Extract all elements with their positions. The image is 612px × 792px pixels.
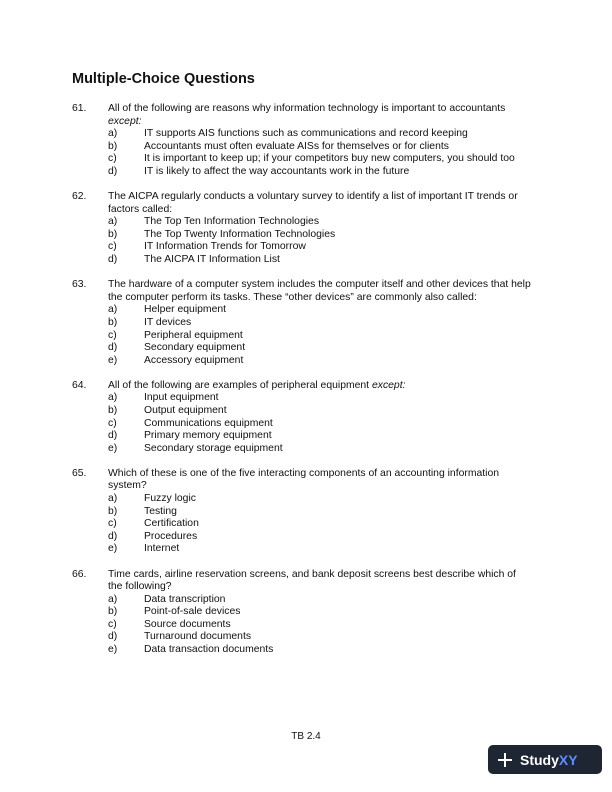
indent-spacer xyxy=(72,153,108,166)
question-number: 61. xyxy=(72,103,87,114)
question-stem xyxy=(108,569,532,594)
option-text: Primary memory equipment xyxy=(144,430,272,442)
option-text: Data transaction documents xyxy=(144,644,274,656)
indent-spacer xyxy=(72,418,108,431)
answer-option xyxy=(72,418,532,431)
answer-option xyxy=(72,543,532,556)
option-letter: a) xyxy=(108,392,118,404)
option-letter: b) xyxy=(108,505,118,517)
option-text: Peripheral equipment xyxy=(144,329,243,341)
question-stem-row xyxy=(72,569,532,594)
option-text: IT is likely to affect the way accountants work in the future xyxy=(144,165,410,177)
indent-spacer xyxy=(72,644,108,657)
option-text: Fuzzy logic xyxy=(144,493,196,505)
question-stem-row xyxy=(72,103,532,128)
indent-spacer xyxy=(72,304,108,317)
option-text: Point-of-sale devices xyxy=(144,606,241,618)
question-stem-row xyxy=(72,380,532,393)
badge-brand-main: Study xyxy=(520,751,559,768)
question-number: 64. xyxy=(72,379,87,391)
option-text: Secondary equipment xyxy=(144,342,246,354)
answer-option xyxy=(72,330,532,343)
indent-spacer xyxy=(72,216,108,229)
option-text: Procedures xyxy=(144,530,198,542)
indent-spacer xyxy=(72,392,108,405)
question-stem-row xyxy=(72,191,532,216)
page-footer-label: TB 2.4 xyxy=(291,731,321,742)
answer-option xyxy=(72,493,532,506)
answer-option xyxy=(72,166,532,179)
option-text: The Top Ten Information Technologies xyxy=(144,216,320,228)
option-text: Secondary storage equipment xyxy=(144,442,283,454)
option-text: Certification xyxy=(144,518,199,530)
option-letter: a) xyxy=(108,593,118,605)
option-text: Internet xyxy=(144,543,180,555)
section-title: Multiple-Choice Questions xyxy=(72,71,255,87)
question-stem-row xyxy=(72,279,532,304)
badge-brand xyxy=(520,752,578,768)
question-stem xyxy=(108,380,532,393)
question-list xyxy=(72,103,532,669)
question-number: 63. xyxy=(72,279,87,291)
indent-spacer xyxy=(72,531,108,544)
indent-spacer xyxy=(72,141,108,154)
option-letter: a) xyxy=(108,493,118,505)
answer-option xyxy=(72,405,532,418)
answer-option xyxy=(72,355,532,368)
indent-spacer xyxy=(72,430,108,443)
answer-option xyxy=(72,153,532,166)
question-stem xyxy=(108,191,532,216)
question-number: 66. xyxy=(72,568,87,580)
answer-option xyxy=(72,216,532,229)
question-stem-text: The hardware of a computer system includes the computer itself and other devices that help the computer perform its tasks. These “other devices” are commonly also called: xyxy=(108,279,531,303)
question-stem-text: All of the following are reasons why information technology is important to accountants xyxy=(108,103,506,114)
answer-option xyxy=(72,644,532,657)
answer-option xyxy=(72,430,532,443)
option-text: IT devices xyxy=(144,316,192,328)
answer-option xyxy=(72,606,532,619)
indent-spacer xyxy=(72,342,108,355)
option-letter: a) xyxy=(108,128,118,140)
option-letter: b) xyxy=(108,228,118,240)
option-letter: c) xyxy=(108,518,117,530)
option-text: Data transcription xyxy=(144,593,226,605)
question-stem-text: The AICPA regularly conducts a voluntary survey to identify a list of important IT trends or factors called: xyxy=(108,191,518,215)
indent-spacer xyxy=(72,355,108,368)
question-stem-text: Time cards, airline reservation screens, and bank deposit screens best describe which of the following? xyxy=(108,568,516,593)
question-61 xyxy=(72,103,532,179)
option-letter: d) xyxy=(108,530,118,542)
question-number: 65. xyxy=(72,467,87,479)
option-text: The AICPA IT Information List xyxy=(144,254,280,266)
question-stem-text: Which of these is one of the five interacting components of an accounting information system? xyxy=(108,467,500,492)
option-letter: b) xyxy=(108,316,118,328)
option-letter: d) xyxy=(108,254,118,266)
option-text: IT supports AIS functions such as communications and record keeping xyxy=(144,128,468,140)
question-stem xyxy=(108,103,532,128)
indent-spacer xyxy=(72,405,108,418)
option-letter: e) xyxy=(108,442,118,454)
option-letter: b) xyxy=(108,606,118,618)
option-text: Turnaround documents xyxy=(144,631,252,643)
indent-spacer xyxy=(72,594,108,607)
option-letter: c) xyxy=(108,618,117,630)
question-stem-text: All of the following are examples of peripheral equipment xyxy=(108,379,370,391)
option-text: Communications equipment xyxy=(144,417,273,429)
option-letter: c) xyxy=(108,241,117,253)
indent-spacer xyxy=(72,619,108,632)
badge-brand-accent: XY xyxy=(558,751,578,768)
option-letter: d) xyxy=(108,342,118,354)
indent-spacer xyxy=(72,543,108,556)
option-letter: d) xyxy=(108,430,118,442)
answer-option xyxy=(72,594,532,607)
answer-option xyxy=(72,254,532,267)
indent-spacer xyxy=(72,317,108,330)
answer-option xyxy=(72,506,532,519)
indent-spacer xyxy=(72,506,108,519)
question-stem-emphasis: except: xyxy=(108,115,142,127)
option-letter: a) xyxy=(108,304,118,316)
option-text: It is important to keep up; if your competitors buy new computers, you should too xyxy=(144,153,515,165)
indent-spacer xyxy=(72,128,108,141)
question-64 xyxy=(72,380,532,456)
answer-option xyxy=(72,443,532,456)
question-stem xyxy=(108,468,532,493)
studyxy-badge[interactable] xyxy=(488,745,602,774)
answer-option xyxy=(72,619,532,632)
option-text: The Top Twenty Information Technologies xyxy=(144,228,336,240)
answer-option xyxy=(72,317,532,330)
question-stem xyxy=(108,279,532,304)
option-letter: c) xyxy=(108,417,117,429)
option-letter: e) xyxy=(108,543,118,555)
option-letter: b) xyxy=(108,404,118,416)
option-letter: d) xyxy=(108,165,118,177)
indent-spacer xyxy=(72,166,108,179)
option-letter: b) xyxy=(108,140,118,152)
question-62 xyxy=(72,191,532,267)
option-text: Input equipment xyxy=(144,392,219,404)
option-text: Testing xyxy=(144,505,177,517)
indent-spacer xyxy=(72,518,108,531)
option-text: Output equipment xyxy=(144,404,227,416)
answer-option xyxy=(72,304,532,317)
indent-spacer xyxy=(72,229,108,242)
question-stem-row xyxy=(72,468,532,493)
option-letter: c) xyxy=(108,329,117,341)
option-letter: a) xyxy=(108,216,118,228)
answer-option xyxy=(72,128,532,141)
indent-spacer xyxy=(72,493,108,506)
plus-icon xyxy=(498,753,512,767)
question-63 xyxy=(72,279,532,367)
indent-spacer xyxy=(72,330,108,343)
indent-spacer xyxy=(72,443,108,456)
question-65 xyxy=(72,468,532,556)
question-number: 62. xyxy=(72,191,87,203)
option-text: Source documents xyxy=(144,618,231,630)
option-letter: e) xyxy=(108,644,118,656)
indent-spacer xyxy=(72,241,108,254)
answer-option xyxy=(72,518,532,531)
answer-option xyxy=(72,631,532,644)
option-text: Accessory equipment xyxy=(144,354,244,366)
option-text: Helper equipment xyxy=(144,304,227,316)
indent-spacer xyxy=(72,631,108,644)
question-66 xyxy=(72,569,532,657)
option-text: Accountants must often evaluate AISs for themselves or for clients xyxy=(144,140,449,152)
indent-spacer xyxy=(72,254,108,267)
answer-option xyxy=(72,531,532,544)
option-letter: d) xyxy=(108,631,118,643)
answer-option xyxy=(72,392,532,405)
option-letter: c) xyxy=(108,153,117,165)
answer-option xyxy=(72,141,532,154)
question-stem-emphasis: except: xyxy=(371,379,406,391)
answer-option xyxy=(72,229,532,242)
indent-spacer xyxy=(72,606,108,619)
option-text: IT Information Trends for Tomorrow xyxy=(144,241,306,253)
answer-option xyxy=(72,241,532,254)
answer-option xyxy=(72,342,532,355)
option-letter: e) xyxy=(108,354,118,366)
